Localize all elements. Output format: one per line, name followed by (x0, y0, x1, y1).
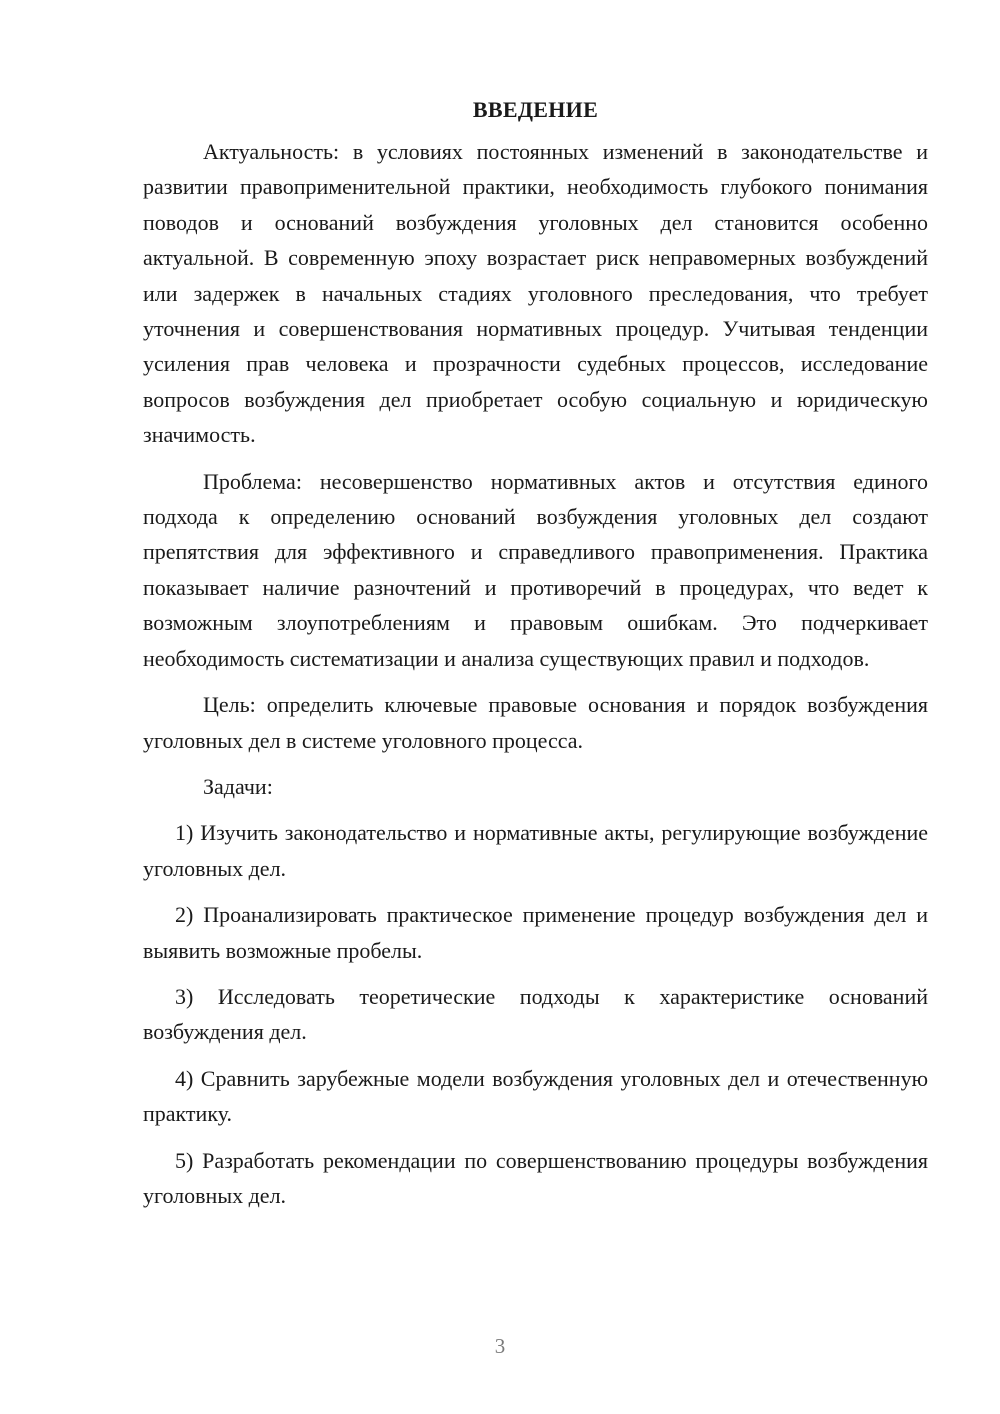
relevance-paragraph: Актуальность: в условиях постоянных изменений в законодательстве и развитии правоприменительной практики, необходимость глубокого понимания поводов и оснований возбуждения уголовных дел становится особенно актуальной. В современную эпоху возрастает риск неправомерных возбуждений или задержек в начальных стадиях уголовного преследования, что требует уточнения и совершенствования нормативных процедур. Учитывая тенденции усиления прав человека и прозрачности судебных процессов, исследование вопросов возбуждения дел приобретает особую социальную и юридическую значимость. (143, 139, 928, 448)
task-item-3: 3) Исследовать теоретические подходы к характеристике оснований возбуждения дел. (143, 983, 928, 1045)
tasks-label: Задачи: (203, 773, 273, 799)
task-item-5: 5) Разработать рекомендации по совершенствованию процедуры возбуждения уголовных дел. (143, 1147, 928, 1208)
page-content (143, 88, 928, 1213)
page-number: 3 (494, 1334, 506, 1358)
task-item-2: 2) Проанализировать практическое применение процедур возбуждения дел и выявить возможные пробелы. (143, 902, 928, 963)
task-item-4: 4) Сравнить зарубежные модели возбуждения уголовных дел и отечественную практику. (143, 1065, 928, 1127)
task-item-1: 1) Изучить законодательство и нормативные акты, регулирующие возбуждение уголовных дел. (143, 820, 928, 881)
goal-paragraph: Цель: определить ключевые правовые основания и порядок возбуждения уголовных дел в системе уголовного процесса. (143, 692, 928, 753)
problem-paragraph: Проблема: несовершенство нормативных актов и отсутствия единого подхода к определению оснований возбуждения уголовных дел создают препятствия для эффективного и справедливого правоприменения. Практика показывает наличие разночтений и противоречий в процедурах, что ведет к возможным злоупотреблениям и правовым ошибкам. Это подчеркивает необходимость систематизации и анализа существующих правил и подходов. (143, 468, 928, 671)
section-heading: ВВЕДЕНИЕ (472, 97, 599, 122)
